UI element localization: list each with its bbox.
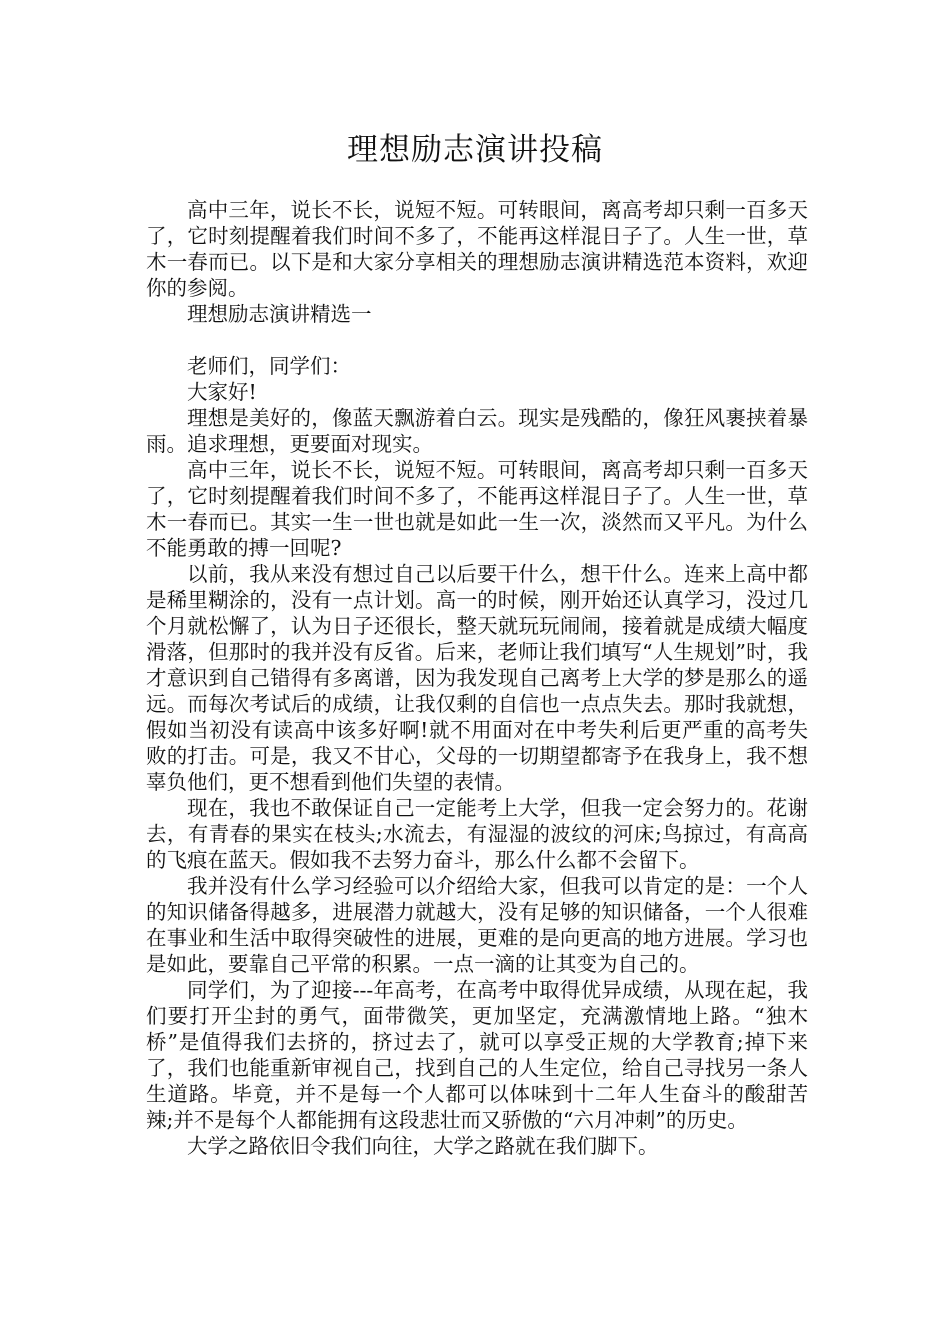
document-title: 理想励志演讲投稿 xyxy=(347,132,603,168)
body-paragraph: 我并没有什么学习经验可以介绍给大家，但我可以肯定的是：一个人的知识储备得越多，进展潜力就越大，没有足够的知识储备，一个人很难在事业和生活中取得突破性的进展，更难的是向更高的地方进展。学习也是如此，要靠自己平常的积累。一点一滴的让其变为自己的。 xyxy=(146,874,808,976)
blank-line xyxy=(146,327,808,353)
body-paragraph: 同学们，为了迎接---年高考，在高考中取得优异成绩，从现在起，我们要打开尘封的勇气，面带微笑，更加坚定，充满激情地上路。“独木桥”是值得我们去挤的，挤过去了，就可以享受正规的大学教育;掉下来了，我们也能重新审视自己，找到自己的人生定位，给自己寻找另一条人生道路。毕竟，并不是每一个人都可以体味到十二年人生奋斗的酸甜苦辣;并不是每个人都能拥有这段悲壮而又骄傲的“六月冲刺”的历史。 xyxy=(146,978,808,1132)
intro-paragraph: 高中三年，说长不长，说短不短。可转眼间，离高考却只剩一百多天了，它时刻提醒着我们时间不多了，不能再这样混日子了。人生一世，草木一春而已。以下是和大家分享相关的理想励志演讲精选范本资料，欢迎你的参阅。 xyxy=(146,198,808,300)
body-paragraph: 高中三年，说长不长，说短不短。可转眼间，离高考却只剩一百多天了，它时刻提醒着我们时间不多了，不能再这样混日子了。人生一世，草木一春而已。其实一生一世也就是如此一生一次，淡然而又平凡。为什么不能勇敢的搏一回呢? xyxy=(146,458,808,560)
salutation: 老师们，同学们： xyxy=(187,354,351,378)
body-paragraph: 现在，我也不敢保证自己一定能考上大学，但我一定会努力的。花谢去，有青春的果实在枝头;水流去，有湿湿的波纹的河床;鸟掠过，有高高的飞痕在蓝天。假如我不去努力奋斗，那么什么都不会留下。 xyxy=(146,796,808,872)
body-paragraph: 理想是美好的，像蓝天飘游着白云。现实是残酷的，像狂风裹挟着暴雨。追求理想，更要面对现实。 xyxy=(146,406,808,456)
closing-paragraph: 大学之路依旧令我们向往，大学之路就在我们脚下。 xyxy=(187,1134,659,1158)
body-paragraph: 以前，我从来没有想过自己以后要干什么，想干什么。连来上高中都是稀里糊涂的，没有一点计划。高一的时候，刚开始还认真学习，没过几个月就松懈了，认为日子还很长，整天就玩玩闹闹，接着就是成绩大幅度滑落，但那时的我并没有反省。后来，老师让我们填写“人生规划”时，我才意识到自己错得有多离谱，因为我发现自己离考上大学的梦是那么的遥远。而每次考试后的成绩，让我仅剩的自信也一点点失去。那时我就想，假如当初没有读高中该多好啊!就不用面对在中考失利后更严重的高考失败的打击。可是，我又不甘心，父母的一切期望都寄予在我身上，我不想辜负他们，更不想看到他们失望的表情。 xyxy=(146,562,808,794)
greeting: 大家好! xyxy=(187,380,257,404)
section-heading: 理想励志演讲精选一 xyxy=(187,302,372,326)
document-body xyxy=(146,197,808,1159)
